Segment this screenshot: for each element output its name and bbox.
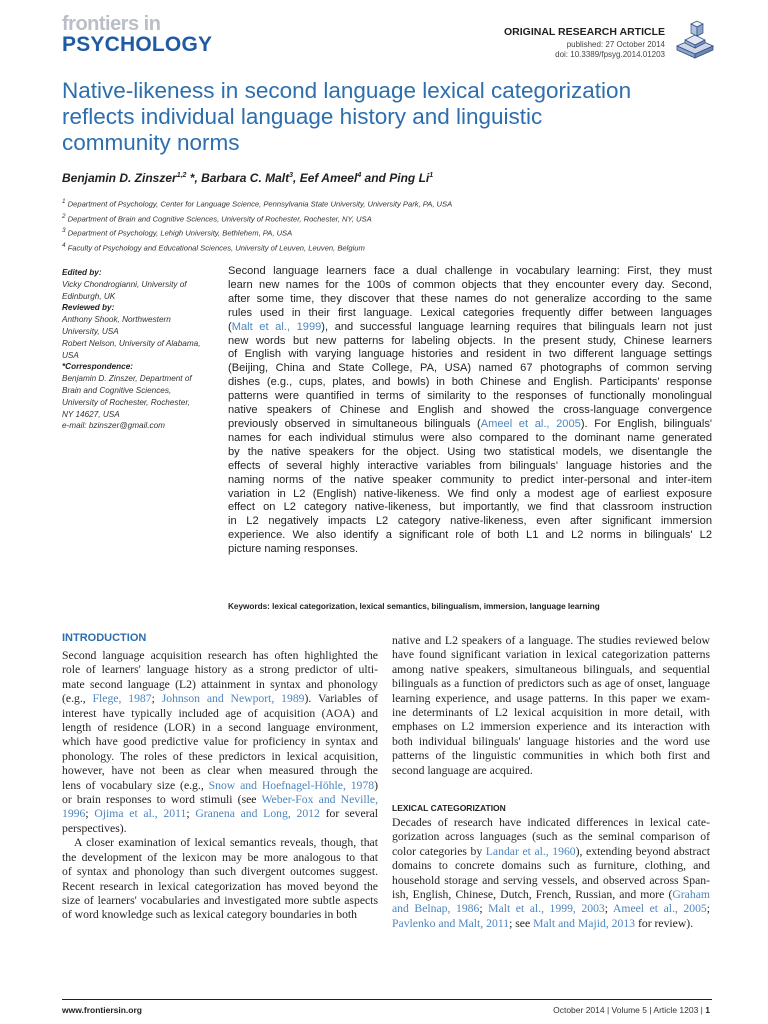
reviewer-line: Anthony Shook, Northwestern <box>62 315 171 325</box>
text-line: effect on L2 category native-likeness, but importantly, we find that classroom instruction <box>228 501 712 514</box>
affiliation: $^1$ Department of Psychology, Center for Language Science, Pennsylvania State University, University Park, PA, USA <box>62 198 453 209</box>
title-line: community norms <box>62 130 240 155</box>
editor-line: Vicky Chondrogianni, University of <box>62 279 187 289</box>
article-meta <box>555 40 665 60</box>
citation-link[interactable]: Snow and Hoefnagel-Höhle, 1978 <box>208 778 375 792</box>
text-line: native speakers of Chinese and English and showed the cross-language convergence <box>228 404 712 417</box>
frontiers-cube-icon <box>673 16 717 60</box>
author-sep: *, <box>186 171 202 185</box>
citation-link[interactable]: and Belnap, 1986 <box>392 902 480 916</box>
text-line: in L2 negatively impacts L2 category native-likeness, even after significant immersion <box>228 515 712 528</box>
text-line: which have good predictive value for proficiency in syntax and <box>62 735 378 749</box>
text-line: domains to concrete domains such as furniture, clothing, and <box>392 859 710 873</box>
text-line: patterns of the linguistic communities in which both first and <box>392 749 710 763</box>
text-line: Second language learners face a dual challenge in vocabulary learning: First, they must <box>228 265 712 277</box>
title-line: Native-likeness in second language lexical categorization <box>62 78 632 103</box>
text-line: ine determinants of L2 lexical acquisition in more detail, with <box>392 706 710 720</box>
text-line: (e.g., Flege, 1987; Johnson and Newport, 1989). Variables of <box>62 692 378 706</box>
author-sup: 3 <box>289 172 294 179</box>
author-sep: , <box>293 171 300 185</box>
reviewer-line: University, USA <box>62 326 119 336</box>
text-line: Recent research in lexical categorization has moved beyond the <box>62 879 378 893</box>
text-line: second language are acquired. <box>392 763 533 777</box>
text-line: by the native speakers for the object. Using two statistical models, we disentangle the <box>228 445 712 458</box>
text-line: phonology. The roles of these predictors in lexical acquisition, <box>62 749 378 763</box>
author-name[interactable]: Barbara C. Malt <box>201 171 290 185</box>
edited-by-heading: Edited by: <box>62 268 102 277</box>
citation-link[interactable]: Graham <box>672 888 710 902</box>
text-line: color categories by Landar et al., 1960), extending beyond abstract <box>392 844 710 858</box>
text-line: emphases on L2 immersion experience and its interaction with <box>392 720 710 734</box>
reviewer-line: Robert Nelson, University of Alabama, <box>62 338 201 348</box>
citation-link[interactable]: Johnson and Newport, 1989 <box>161 692 305 706</box>
text-line: experience. We also identify a significant role of both L1 and L2 norms in bilinguals' L2 <box>228 529 712 542</box>
text-line: A closer examination of lexical semantics reveals, though, that <box>74 836 378 850</box>
text-line: perspectives). <box>62 821 127 835</box>
text-line: Decades of research have indicated differences in lexical cate- <box>392 816 710 829</box>
citation-link[interactable]: 1996 <box>62 807 86 821</box>
text-line: effects of several highly interactive variables from bilinguals' language histories and the <box>228 459 712 472</box>
footer-url[interactable]: www.frontiersin.org <box>62 1005 142 1015</box>
text-line: Second language acquisition research has often highlighted the <box>62 649 378 662</box>
text-line: after some time, they discover that these names do not generalize according to the same <box>228 292 712 305</box>
citation-link[interactable]: Malt et al., 1999, 2003 <box>488 902 605 916</box>
body-column-left <box>62 649 378 923</box>
email-link[interactable]: e-mail: bzinszer@gmail.com <box>62 421 165 431</box>
editorial-sidebar <box>62 267 214 432</box>
text-line: variation in L2 (English) native-likeness. We find only a modest age of earliest exposure <box>228 487 712 500</box>
contact-line: Benjamin D. Zinszer, Department of <box>62 374 192 384</box>
text-line: the development of the lexicon may be more analogous to that <box>62 850 378 864</box>
subsection-heading-lexical-categorization: LEXICAL CATEGORIZATION <box>392 803 506 813</box>
author-name[interactable]: Benjamin D. Zinszer <box>62 171 177 185</box>
affiliation: $^3$ Department of Psychology, Lehigh University, Bethlehem, PA, USA <box>62 227 293 238</box>
text-line: learning experience, and usage patterns. In this paper we exam- <box>392 691 710 705</box>
citation-link[interactable]: Malt and Majid, 2013 <box>533 916 636 930</box>
text-line: however, have not been as clear when measured through the <box>62 764 378 778</box>
text-line: (Beijing, China and State College, PA, USA) named 67 photographs of common serving <box>228 362 712 375</box>
text-line: rules used in their first language. Lexical categories frequently differ between languages <box>228 306 712 319</box>
text-line: picture naming responses. <box>228 543 359 556</box>
body-column-right-top <box>392 634 710 778</box>
contact-line: University of Rochester, Rochester, <box>62 397 190 407</box>
citation-link[interactable]: Ameel et al., 2005 <box>612 902 707 916</box>
journal-logo-bottom: PSYCHOLOGY <box>62 33 213 56</box>
page-number: 1 <box>705 1005 710 1015</box>
author-sup: 1,2 <box>176 172 187 179</box>
body-column-right-bottom <box>392 816 710 931</box>
contact-line: NY 14627, USA <box>62 409 120 419</box>
citation-link[interactable]: Landar et al., 1960 <box>485 844 576 858</box>
affiliation: $^2$ Department of Brain and Cognitive Sciences, University of Rochester, Rochester, NY, USA <box>62 212 372 224</box>
citation-link[interactable]: Malt et al., 1999 <box>231 320 322 333</box>
text-line: (Malt et al., 1999), and successful language learning requires that bilinguals learn not just <box>228 320 713 333</box>
footer-rule <box>62 999 712 1000</box>
text-line: role of learners' language history as a strong predictor of ulti- <box>62 663 378 677</box>
keywords: Keywords: lexical categorization, lexical semantics, bilingualism, immersion, language learning <box>228 602 600 611</box>
text-line: interest have typically included age of acquisition (AOA) and <box>62 706 378 720</box>
author-sup: 4 <box>357 172 362 179</box>
text-line: among native speakers, simultaneous bilinguals, and sequential <box>392 662 710 676</box>
text-line: dishes (e.g., cups, plates, and bowls) in both Chinese and English. Participants' response <box>228 376 712 389</box>
doi: doi: 10.3389/fpsyg.2014.01203 <box>555 50 665 59</box>
author-sup: 1 <box>429 172 434 179</box>
reviewer-line: USA <box>62 350 79 360</box>
text-line: mate second language (L2) attainment in syntax and phonology <box>62 677 378 691</box>
text-line: Pavlenko and Malt, 2011; see Malt and Majid, 2013 for review). <box>392 916 694 930</box>
text-line: length of residence (LOR) in a second language environment, <box>62 721 378 735</box>
text-line: bilinguals as a function of predictors such as age of onset, language <box>392 677 710 691</box>
text-line: size of learners' vocabularies and investigated more subtle aspects <box>62 893 378 907</box>
text-line: previously observed in simultaneous bilinguals (Ameel et al., 2005). For English, bilinguals' <box>228 417 712 430</box>
published-date: published: 27 October 2014 <box>566 40 665 49</box>
text-line: naming norms of the native speaker community to predict inter-personal and inter-item <box>228 473 712 486</box>
correspondence-heading: *Correspondence: <box>62 362 133 372</box>
text-line: 1996; Ojima et al., 2011; Granena and Long, 2012 for several <box>62 807 379 821</box>
citation-link[interactable]: Ojima et al., 2011 <box>94 807 187 821</box>
author-list <box>62 171 433 185</box>
text-line: gorization across languages (such as the seminal comparison of <box>392 830 710 844</box>
contact-line: Brain and Cognitive Sciences, <box>62 385 172 395</box>
title-line: reflects individual language history and linguistic <box>62 104 543 129</box>
citation-link[interactable]: Flege, 1987 <box>92 692 152 706</box>
text-line: of syntax and phonology than such divergent outcomes suggest. <box>62 865 378 879</box>
text-line: have found significant variation in lexical categorization patterns <box>392 648 710 662</box>
citation-link[interactable]: Pavlenko and Malt, 2011 <box>392 916 510 930</box>
section-heading-introduction: INTRODUCTION <box>62 632 147 644</box>
text-line: names for each individual stimulus were also compared to the dominant name generated <box>228 431 712 444</box>
text-line: both individual bilinguals' language histories and the word use <box>392 734 710 748</box>
text-line: household storage and serving vessels, and observed across Span- <box>392 873 710 887</box>
text-line: or brain responses to word stimuli (see Weber-Fox and Neville, <box>62 793 378 807</box>
text-line: lens of vocabulary size (e.g., Snow and Hoefnagel-Höhle, 1978) <box>62 778 378 792</box>
abstract <box>228 265 712 557</box>
text-line: native and L2 speakers of a language. The studies reviewed below <box>392 634 710 647</box>
text-line: learn new names for the 100s of common objects that they encounter every day. Second, <box>228 278 712 291</box>
text-line: of English with varying language histories and resident in two different language settings <box>228 348 712 361</box>
article-title <box>62 78 712 156</box>
affiliation: $^4$ Faculty of Psychology and Educational Sciences, University of Leuven, Leuven, Belgium <box>62 241 365 253</box>
article-type: ORIGINAL RESEARCH ARTICLE <box>503 26 665 38</box>
text-line: of word knowledge such as lexical category boundaries in both <box>62 908 358 922</box>
editor-line: Edinburgh, UK <box>62 291 116 301</box>
text-line: ish, English, Chinese, Dutch, French, Russian, and more (Graham <box>392 888 710 902</box>
journal-logo-top: frontiers in <box>62 13 161 35</box>
citation-link[interactable]: Granena and Long, 2012 <box>195 807 320 821</box>
footer-issue: October 2014 | Volume 5 | Article 1203 | 1 <box>553 1005 710 1015</box>
text-line: and Belnap, 1986; Malt et al., 1999, 2003; Ameel et al., 2005; <box>392 902 711 916</box>
citation-link[interactable]: Weber-Fox and Neville, <box>261 793 378 807</box>
text-line: patterns were quantified in terms of similarity to the responses of functionally monolingual <box>228 390 712 403</box>
text-line: new words but new patterns for labeling objects. In the present study, Chinese learners <box>228 334 712 347</box>
citation-link[interactable]: Ameel et al., 2005 <box>480 417 581 430</box>
author-name[interactable]: Ping Li <box>389 171 430 185</box>
author-name[interactable]: Eef Ameel <box>299 171 358 185</box>
affiliations <box>62 196 452 254</box>
reviewed-by-heading: Reviewed by: <box>62 303 115 313</box>
author-sep: and <box>361 171 390 185</box>
